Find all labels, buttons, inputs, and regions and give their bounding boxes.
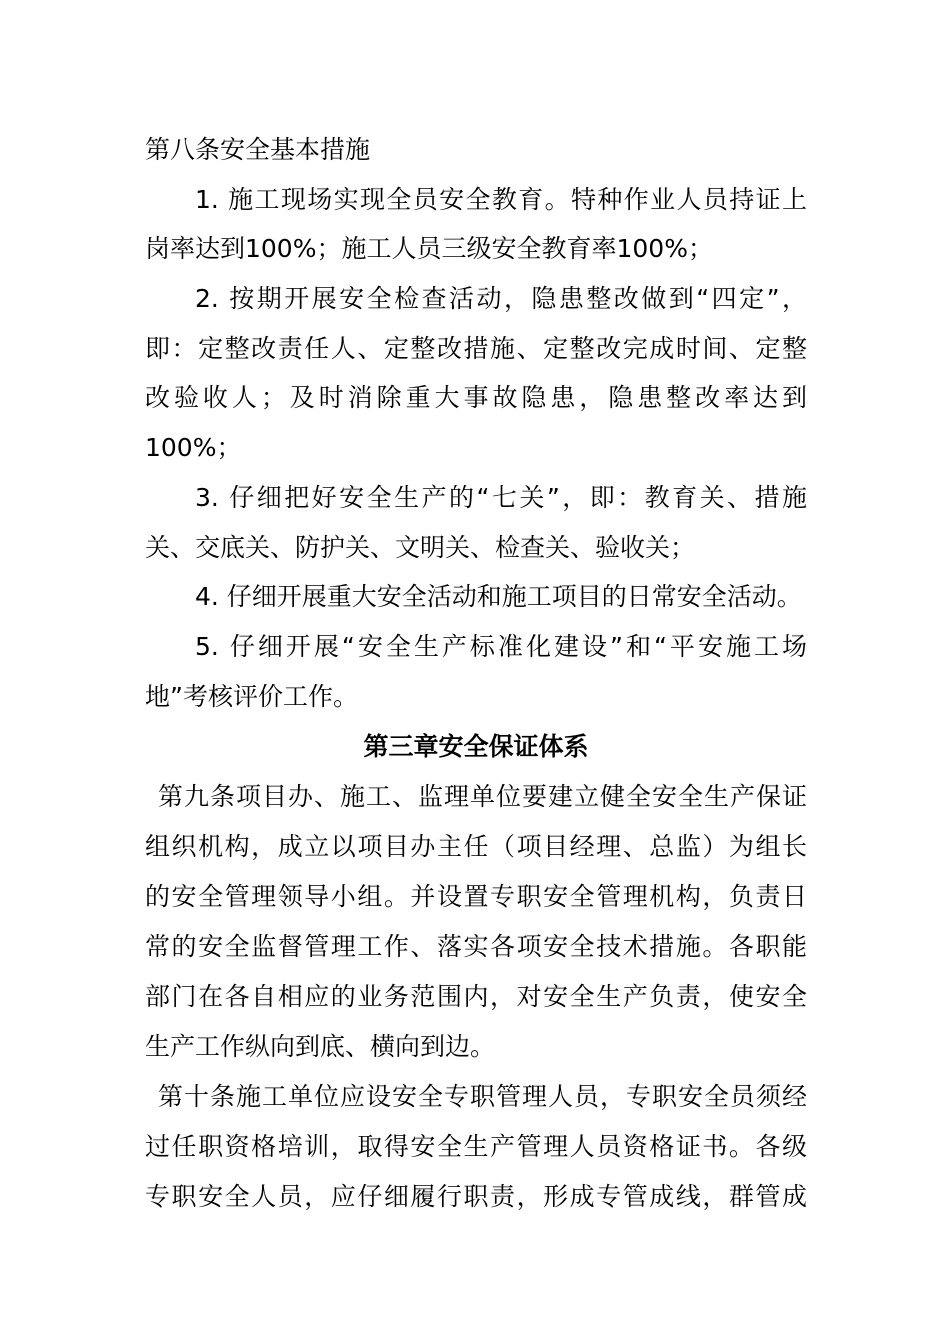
item-4-line-1: 4. 仔细开展重大安全活动和施工项目的日常安全活动。 xyxy=(195,582,802,611)
item-1-line-1: 1. 施工现场实现全员安全教育。特种作业人员持证上 xyxy=(195,185,807,214)
article-9-line-1: 第九条项目办、施工、监理单位要建立健全安全生产保证 xyxy=(158,782,807,811)
article-9-line-3: 的安全管理领导小组。并设置专职安全管理机构，负责日 xyxy=(145,882,807,911)
item-3-line-1: 3. 仔细把好安全生产的“七关”，即：教育关、措施 xyxy=(195,483,807,512)
article-9-line-6: 生产工作纵向到底、横向到边。 xyxy=(145,1032,496,1061)
item-2-line-3: 改验收人；及时消除重大事故隐患，隐患整改率达到 xyxy=(145,383,807,412)
article-8-title: 第八条安全基本措施 xyxy=(145,135,371,164)
item-3-line-2: 关、交底关、防护关、文明关、检查关、验收关； xyxy=(145,533,696,562)
item-5-line-2: 地”考核评价工作。 xyxy=(145,682,358,711)
article-9-line-4: 常的安全监督管理工作、落实各项安全技术措施。各职能 xyxy=(145,932,807,961)
item-1-line-2: 岗率达到100%；施工人员三级安全教育率100%； xyxy=(145,234,713,263)
chapter-3-heading: 第三章安全保证体系 xyxy=(363,732,589,761)
article-10-line-1: 第十条施工单位应设安全专职管理人员，专职安全员须经 xyxy=(158,1082,807,1111)
item-2-line-1: 2. 按期开展安全检查活动，隐患整改做到“四定”， xyxy=(195,284,807,313)
item-2-line-4: 100%； xyxy=(145,433,242,462)
article-9-line-5: 部门在各自相应的业务范围内，对安全生产负责，使安全 xyxy=(145,982,807,1011)
item-5-line-1: 5. 仔细开展“安全生产标准化建设”和“平安施工场 xyxy=(195,632,807,661)
article-10-line-2: 过任职资格培训，取得安全生产管理人员资格证书。各级 xyxy=(145,1132,807,1161)
article-10-line-3: 专职安全人员，应仔细履行职责，形成专管成线，群管成 xyxy=(145,1182,807,1211)
article-9-line-2: 组织机构，成立以项目办主任（项目经理、总监）为组长 xyxy=(145,832,807,861)
item-2-line-2: 即：定整改责任人、定整改措施、定整改完成时间、定整 xyxy=(145,334,807,363)
